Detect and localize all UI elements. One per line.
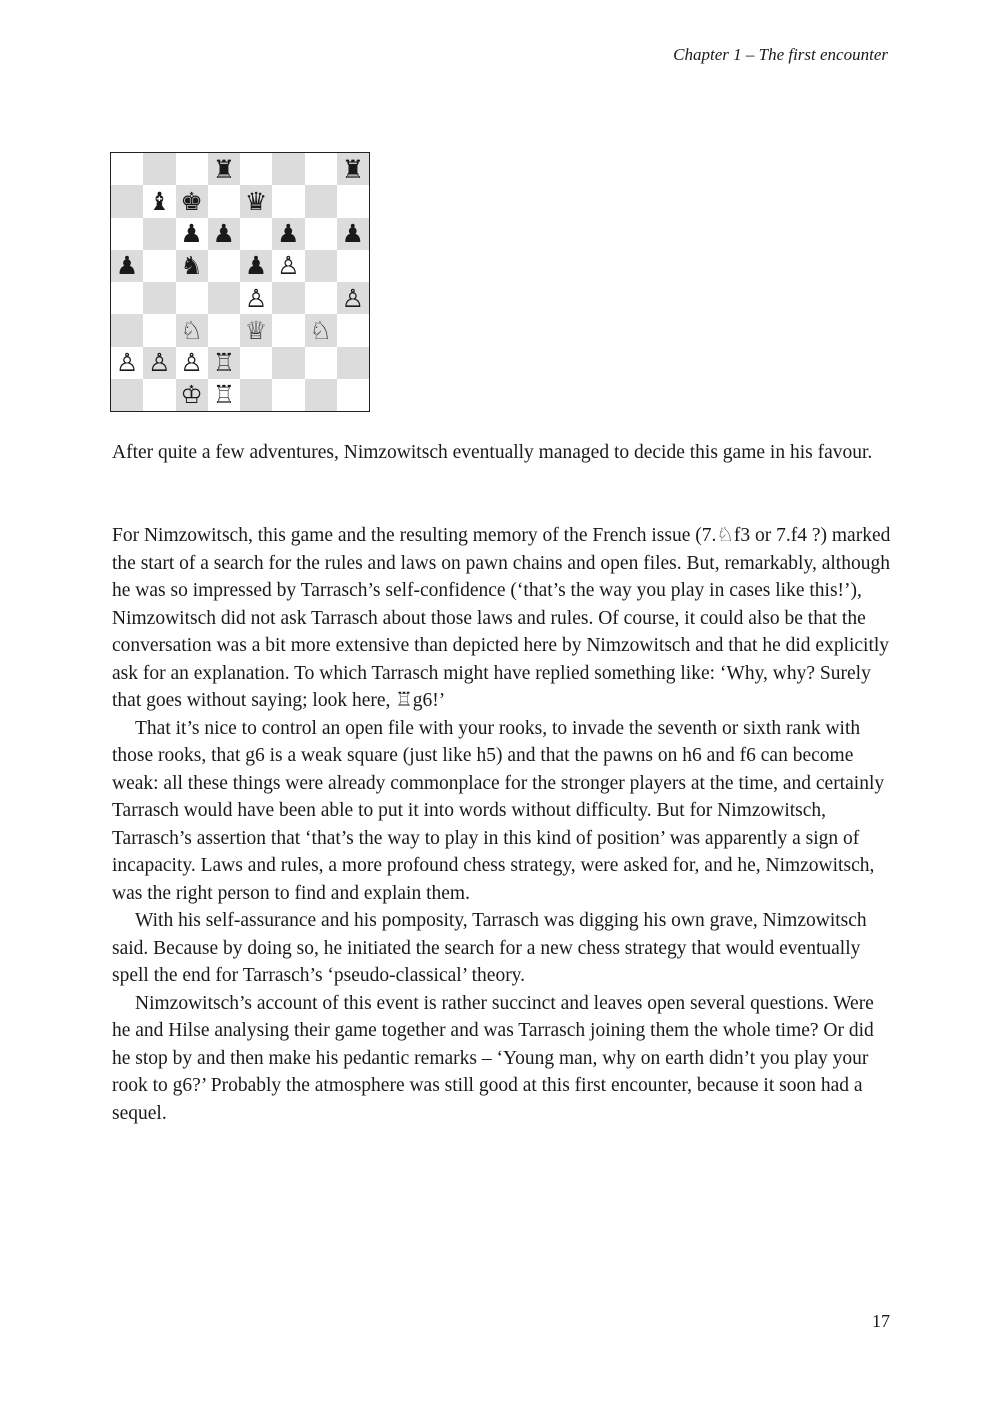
square-d4 — [208, 282, 240, 314]
square-c4 — [176, 282, 208, 314]
square-h2 — [337, 347, 369, 379]
square-f3 — [272, 314, 304, 346]
square-e3: ♕ — [240, 314, 272, 346]
square-b8 — [143, 153, 175, 185]
square-h6: ♟ — [337, 218, 369, 250]
square-c5: ♞ — [176, 250, 208, 282]
intro-text — [112, 439, 892, 467]
square-d8: ♜ — [208, 153, 240, 185]
square-a4 — [111, 282, 143, 314]
paragraph: With his self-assurance and his pomposity, Tarrasch was digging his own grave, Nimzowitsch said. Because by doing so, he initiated the search for a new chess strategy that would eventually spell the end for Tarrasch’s ‘pseudo-classical’ theory. — [112, 910, 867, 986]
body-text — [112, 522, 892, 1127]
square-a6 — [111, 218, 143, 250]
square-c2: ♙ — [176, 347, 208, 379]
square-f8 — [272, 153, 304, 185]
square-d1: ♖ — [208, 379, 240, 411]
square-g1 — [305, 379, 337, 411]
square-d3 — [208, 314, 240, 346]
square-c1: ♔ — [176, 379, 208, 411]
square-c6: ♟ — [176, 218, 208, 250]
square-b3 — [143, 314, 175, 346]
square-g7 — [305, 185, 337, 217]
square-f1 — [272, 379, 304, 411]
square-b5 — [143, 250, 175, 282]
square-a1 — [111, 379, 143, 411]
square-b7: ♝ — [143, 185, 175, 217]
square-f7 — [272, 185, 304, 217]
square-b4 — [143, 282, 175, 314]
square-b1 — [143, 379, 175, 411]
square-b6 — [143, 218, 175, 250]
square-e1 — [240, 379, 272, 411]
square-e6 — [240, 218, 272, 250]
paragraph: Nimzowitsch’s account of this event is rather succinct and leaves open several questions. Were he and Hilse analysing their game together and was Tarrasch joining them the whole time? Or did he stop by and then make his pedantic remarks – ‘Young man, why on earth didn’t you play your rook to g6?’ Probably the atmosphere was still good at this first encounter, because it soon had a sequel. — [112, 992, 874, 1124]
square-e2 — [240, 347, 272, 379]
square-h4: ♙ — [337, 282, 369, 314]
paragraph: After quite a few adventures, Nimzowitsch eventually managed to decide this game in his favour. — [112, 442, 873, 463]
paragraph: For Nimzowitsch, this game and the resulting memory of the French issue (7.♘f3 or 7.f4 ?) marked the start of a search for the rules and laws on pawn chains and open files. But, remarkably, although he was so impressed by Tarrasch’s self-confidence (‘that’s the way you play in cases like this!’), Nimzowitsch did not ask Tarrasch about those laws and rules. Of course, it could also be that the conversation was a bit more extensive than depicted here by Nimzowitsch and that he did explicitly ask for an explanation. To which Tarrasch might have replied something like: ‘Why, why? Surely that goes without saying; look here, ♖g6!’ — [112, 525, 891, 711]
square-h5 — [337, 250, 369, 282]
square-g8 — [305, 153, 337, 185]
square-a7 — [111, 185, 143, 217]
square-e4: ♙ — [240, 282, 272, 314]
paragraph: That it’s nice to control an open file with your rooks, to invade the seventh or sixth rank with those rooks, that g6 is a weak square (just like h5) and that the pawns on h6 and f6 can become weak: all these things were already commonplace for the stronger players at the time, and certainly Tarrasch would have been able to put it into words without difficulty. But for Nimzowitsch, Tarrasch’s assertion that ‘that’s the way to play in this kind of position’ was apparently a sign of incapacity. Laws and rules, a more profound chess strategy, were asked for, and he, Nimzowitsch, was the right person to find and explain them. — [112, 717, 885, 904]
square-h7 — [337, 185, 369, 217]
square-g4 — [305, 282, 337, 314]
square-h8: ♜ — [337, 153, 369, 185]
running-head: Chapter 1 – The first encounter — [673, 45, 888, 64]
square-f2 — [272, 347, 304, 379]
square-f4 — [272, 282, 304, 314]
square-d2: ♖ — [208, 347, 240, 379]
square-e8 — [240, 153, 272, 185]
square-g2 — [305, 347, 337, 379]
square-e5: ♟ — [240, 250, 272, 282]
square-f6: ♟ — [272, 218, 304, 250]
square-a5: ♟ — [111, 250, 143, 282]
square-g5 — [305, 250, 337, 282]
square-e7: ♛ — [240, 185, 272, 217]
square-c7: ♚ — [176, 185, 208, 217]
chess-diagram — [110, 152, 370, 412]
square-c3: ♘ — [176, 314, 208, 346]
square-b2: ♙ — [143, 347, 175, 379]
square-h3 — [337, 314, 369, 346]
square-d6: ♟ — [208, 218, 240, 250]
square-d7 — [208, 185, 240, 217]
square-f5: ♙ — [272, 250, 304, 282]
square-g3: ♘ — [305, 314, 337, 346]
square-h1 — [337, 379, 369, 411]
square-c8 — [176, 153, 208, 185]
page-number: 17 — [872, 1311, 890, 1331]
square-d5 — [208, 250, 240, 282]
square-a3 — [111, 314, 143, 346]
square-g6 — [305, 218, 337, 250]
square-a2: ♙ — [111, 347, 143, 379]
square-a8 — [111, 153, 143, 185]
